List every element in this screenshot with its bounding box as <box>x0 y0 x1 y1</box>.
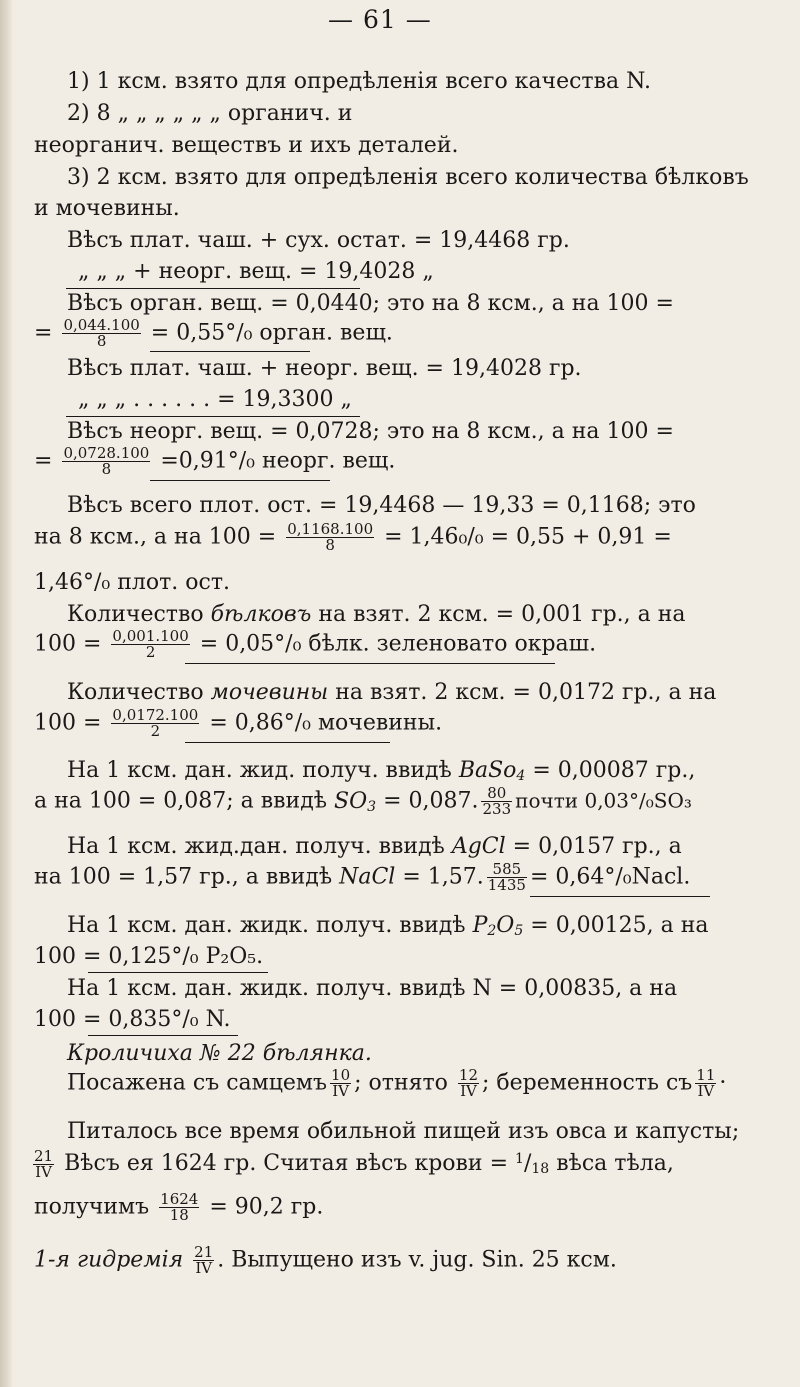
subscript: 5 <box>514 923 524 939</box>
underline <box>185 663 555 664</box>
line-03: неорганич. веществъ и ихъ деталей. <box>34 133 459 158</box>
denominator: 1435 <box>487 876 526 894</box>
line-23 <box>67 833 682 861</box>
fraction <box>330 1068 351 1099</box>
numerator: 0,044.100 <box>63 316 140 334</box>
subscript: 3 <box>367 798 377 815</box>
page-number: — 61 — <box>328 5 432 34</box>
result-text: =0,91°/₀ неорг. вещ. <box>160 448 396 474</box>
line-25 <box>67 912 709 945</box>
formula-text: P <box>472 913 488 938</box>
line-17 <box>67 601 686 629</box>
text: Количество <box>67 602 204 627</box>
line-27: На 1 ксм. дан. жидк. получ. ввидѣ N = 0,00835, а на <box>67 976 678 1001</box>
line-22 <box>34 786 692 821</box>
numerator: 0,0172.100 <box>112 706 199 724</box>
eq-sign: = <box>34 320 53 346</box>
italic-text: бѣлковъ <box>210 602 312 627</box>
fraction <box>62 446 150 477</box>
denominator: 233 <box>482 800 512 818</box>
fraction <box>487 862 527 893</box>
text: Количество <box>67 680 204 705</box>
text: получимъ <box>34 1194 150 1220</box>
numerator: 0,0728.100 <box>63 444 150 462</box>
formula <box>334 789 376 814</box>
numerator: 21 <box>194 1243 214 1261</box>
sum-rule <box>66 416 360 417</box>
denominator: 8 <box>101 460 112 478</box>
line-19 <box>67 679 716 707</box>
line-12: Вѣсъ неорг. вещ. = 0,0728; это на 8 ксм., а на 100 = <box>67 419 674 444</box>
numerator: 10 <box>331 1066 351 1084</box>
denominator: 2 <box>145 643 156 661</box>
denominator: 8 <box>325 536 335 554</box>
line-33 <box>34 1192 323 1223</box>
text: На 1 ксм. дан. жидк. получ. ввидѣ <box>67 913 466 938</box>
formula-text: BaSo <box>458 758 517 783</box>
formula <box>459 758 526 783</box>
eq-sign: = <box>34 448 53 474</box>
line-06: Вѣсъ плат. чаш. + сух. остат. = 19,4468 гр. <box>67 228 570 253</box>
denominator: IV <box>35 1162 52 1181</box>
formula-text: SO <box>334 788 368 814</box>
page-edge <box>0 0 12 1387</box>
text: на 100 = 1,57 гр., а ввидѣ <box>34 864 333 890</box>
line-32: $\frac{21}{IV}$ Вѣсъ ея 1624 гр. Считая вѣсъ крови = $^1/_{18}$ вѣса тѣла, <box>34 1146 674 1181</box>
text: ; отнято <box>354 1070 448 1096</box>
text: 100 = <box>34 710 102 736</box>
line-16: 1,46°/₀ плот. ост. <box>34 570 230 595</box>
italic-text: мочевины <box>210 680 329 705</box>
underline <box>185 742 390 743</box>
result-text: = 0,55°/₀ орган. вещ. <box>150 320 393 346</box>
fraction <box>458 1068 479 1099</box>
fraction <box>695 1068 716 1099</box>
denominator: IV <box>332 1082 349 1100</box>
fraction <box>62 318 140 349</box>
line-14: Вѣсъ всего плот. ост. = 19,4468 — 19,33 = 0,1168; это <box>67 493 696 518</box>
formula: AgCl <box>451 834 506 859</box>
text: · <box>719 1070 727 1096</box>
numerator: 11 <box>696 1066 716 1084</box>
line-11: „ „ „ . . . . . . = 19,3300 „ <box>78 387 352 412</box>
subscript: 2 <box>487 923 497 939</box>
numerator: 1624 <box>160 1190 199 1208</box>
text: почти 0,03°/₀SO₃ <box>515 788 692 813</box>
line-04: 3) 2 ксм. взято для опредѣленія всего количества бѣлковъ <box>67 165 749 190</box>
numerator: 585 <box>487 862 527 878</box>
fraction <box>159 1192 199 1223</box>
line-01: 1) 1 ксм. взято для опредѣленія всего качества N. <box>67 69 651 94</box>
fraction <box>111 708 199 739</box>
line-20 <box>34 708 442 739</box>
formula: NaCl <box>339 864 396 890</box>
underline <box>88 972 268 973</box>
underline <box>150 351 310 352</box>
fraction <box>193 1245 214 1276</box>
text: На 1 ксм. дан. жид. получ. ввидѣ <box>67 758 452 783</box>
line-26: 100 = 0,125°/₀ P₂O₅. <box>34 944 264 969</box>
text: = 0,00087 гр., <box>532 758 696 783</box>
line-02: 2) 8 „ „ „ „ „ „ органич. и <box>67 101 353 126</box>
numerator: 80 <box>481 786 512 802</box>
text: на взят. 2 ксм. = 0,0172 гр., а на <box>335 680 717 705</box>
text: на 8 ксм., а на 100 = <box>34 524 277 550</box>
line-18 <box>34 629 596 660</box>
line-34 <box>34 1245 617 1276</box>
sum-rule <box>66 288 360 289</box>
text: 100 = <box>34 631 102 657</box>
formula <box>473 913 524 938</box>
text: = 90,2 гр. <box>209 1194 324 1220</box>
text: а на 100 = 0,087; а ввидѣ <box>34 788 328 814</box>
subscript: 18 <box>531 1161 550 1177</box>
denominator: 18 <box>169 1206 189 1224</box>
numerator: 0,001.100 <box>112 627 189 645</box>
text: = 0,087. <box>383 788 479 814</box>
fraction <box>286 522 374 553</box>
line-07: „ „ „ + неорг. вещ. = 19,4028 „ <box>78 259 434 284</box>
fraction <box>481 786 512 817</box>
text: . Выпущено изъ v. jug. Sin. 25 ксм. <box>217 1247 617 1273</box>
line-31: Питалось все время обильной пищей изъ овса и капусты; <box>67 1119 740 1144</box>
superscript: 1 <box>515 1151 524 1167</box>
subscript: 4 <box>516 768 526 784</box>
text: = 0,86°/₀ мочевины. <box>209 710 443 736</box>
denominator: IV <box>195 1259 213 1277</box>
line-10: Вѣсъ плат. чаш. + неорг. вещ. = 19,4028 гр. <box>67 356 582 381</box>
underline <box>150 480 330 481</box>
line-13 <box>34 446 395 477</box>
text: вѣса тѣла, <box>556 1151 674 1176</box>
text: ; беременность съ <box>482 1070 693 1096</box>
line-30 <box>67 1068 726 1099</box>
formula-text: O <box>496 913 515 938</box>
denominator: IV <box>460 1082 477 1100</box>
numerator: 0,1168.100 <box>287 520 374 538</box>
underline <box>88 1035 238 1036</box>
line-05: и мочевины. <box>34 196 180 221</box>
text: = 1,46₀/₀ = 0,55 + 0,91 = <box>384 524 672 550</box>
numerator: 21 <box>34 1146 54 1165</box>
text: на взят. 2 ксм. = 0,001 гр., а на <box>318 602 686 627</box>
text: Посажена съ самцемъ <box>67 1070 328 1096</box>
line-09 <box>34 318 393 349</box>
italic-text: 1-я гидремія <box>34 1247 184 1273</box>
line-08: Вѣсъ орган. вещ. = 0,0440; это на 8 ксм., а на 100 = <box>67 291 674 316</box>
underline <box>530 896 710 897</box>
text: = 0,00125, а на <box>530 913 709 938</box>
fraction <box>111 629 189 660</box>
fraction <box>33 1146 54 1181</box>
subject-heading: Кроличиха № 22 бѣлянка. <box>67 1041 372 1066</box>
numerator: 12 <box>458 1066 479 1084</box>
text: = 0,64°/₀Nacl. <box>529 864 691 890</box>
line-24 <box>34 862 690 893</box>
denominator: 2 <box>150 722 161 740</box>
denominator: IV <box>697 1082 715 1100</box>
line-28: 100 = 0,835°/₀ N. <box>34 1007 231 1032</box>
text: Вѣсъ ея 1624 гр. Считая вѣсъ крови = <box>64 1151 509 1176</box>
text: = 0,0157 гр., а <box>512 834 682 859</box>
line-15 <box>34 522 672 553</box>
denominator: 8 <box>96 332 107 350</box>
text: = 1,57. <box>402 864 484 890</box>
text: = 0,05°/₀ бѣлк. зеленовато окраш. <box>199 631 597 657</box>
text: На 1 ксм. жид.дан. получ. ввидѣ <box>67 834 445 859</box>
